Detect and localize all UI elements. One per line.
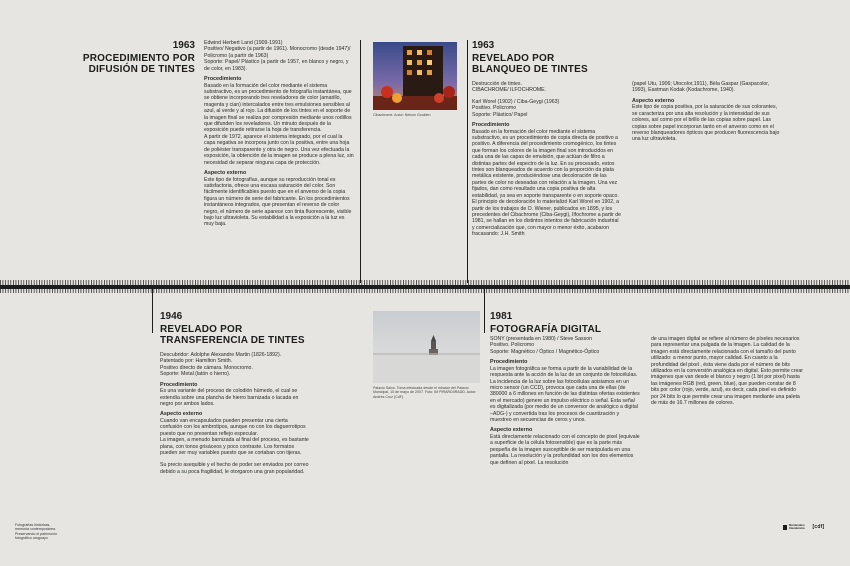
- entry-title: FOTOGRAFÍA DIGITAL: [490, 324, 602, 335]
- procedure-heading: Procedimiento: [472, 122, 510, 129]
- montevideo-logo-text: Montevideo Intendencia: [789, 523, 805, 531]
- footer-credits: Fotografías históricas, memoria contemporánea. Preservando el patrimonio fotográfico uruguayo: [15, 523, 57, 541]
- entry-year: 1981: [490, 311, 513, 322]
- procedure-heading: Procedimiento: [204, 76, 242, 83]
- connector-1963-bleach: [467, 40, 468, 283]
- appearance-text: Este tipo de fotografías, aunque su reproducción tonal es satisfactoria, ofrece una escasa saturación del color. Son fácilmente identificables puesto que en el anverso de la copia figura un número de serie del fabricante. En los procedimientos instantáneos integrados, que presentan el reverso de color negro, el número de serie aparece con tinta fluorescente, visible bajo luz ultravioleta. Su estabilidad a la exposición a la luz es muy baja.: [204, 176, 352, 228]
- montevideo-logo: [783, 524, 805, 530]
- procedure-heading: Procedimiento: [160, 381, 198, 388]
- appearance-heading: Aspecto externo: [632, 97, 675, 104]
- entry-1963-dye: [80, 40, 195, 75]
- palacio-salvo-image: [373, 311, 480, 383]
- entry-1946: [160, 311, 350, 346]
- cibachrome-photo: [373, 42, 457, 110]
- procedure-text: Basado en la formación del color mediante el sistema substractivo, es un procedimiento de fotografía instantánea, que se obtiene incorporando tres reveladores de color (amarillo, magenta y cian) intercalados entre tres emulsiones sensibles al azul, al verde y al rojo. La difusión de los tintes en el soporte de la imagen final se realiza por compresión mediante unos rodillos que difunden los reveladores. Un minuto después de la exposición puede retirarse la hoja de transferencia. A partir de 1972, aparece el sistema integrado, por el cual la capa negativa se incorpora junto con la positiva, entre una hoja de poliéster transparente y otra de negro. Una vez efectuada la exposición, la obtención de la imagen se produce a plena luz, sin necesidad de separar ninguna capa de protección.: [204, 82, 354, 166]
- entry-1946-body: [160, 352, 310, 475]
- entry-meta: Descubridor: Adolphe Alexandre Martin (1826-1892). Patentado por: Hamilton Smith. Positivo directo de cámara. Monocromo. Soporte: Metal (latón o hierro).: [160, 352, 282, 378]
- entry-title-line2: DIFUSIÓN DE TINTES: [88, 64, 195, 75]
- entry-title-line1: REVELADO POR: [160, 324, 243, 335]
- entry-title-line1: PROCEDIMIENTO POR: [82, 53, 195, 64]
- entry-title-line2: TRANSFERENCIA DE TINTES: [160, 335, 305, 346]
- entry-meta-a: Destrucción de tintes. CIBACHROME/ ILFOCHROME.: [472, 81, 547, 94]
- connector-1946: [152, 288, 153, 333]
- photo-caption: Cibachrome. Autor: Nelson Goulden: [373, 113, 431, 117]
- entry-meta: SONY (presentada en 1980) / Steve Sasson Positivo. Policromo Soporte: Magnético / Óptico / Magnético-Óptico: [490, 336, 600, 355]
- procedure-text: La imagen fotográfica se forma a partir de la variabilidad de la respuesta ante la acción de la luz de un conjunto de fotocélulas. La incidencia de la luz sobre las fotocélulas aoisiamos en un micro sensor (un CCD), provoca que cada una de ellas (de 380000 a 6 millones en función de las distintas ofertas existentes en el mercado) genere un impulso eléctrico o señal. Esta señal es digitalizada (por medio de un conversor de analógico a digital –ADG-) y convertida tras los procesos de cuantización y muestreo en secuencias de ceros y unos.: [490, 365, 640, 424]
- appearance-text-2: Su precio asequible y el hecho de poder ser enviados por correo debido a su poca fragilidad, le otorgaron una gran popularidad.: [160, 462, 309, 475]
- entry-year: 1963: [172, 40, 195, 51]
- appearance-heading: Aspecto externo: [490, 427, 533, 434]
- cibachrome-image: [373, 42, 457, 110]
- procedure-text: Es una variante del proceso de colodión húmedo, el cual se extendía sobre una plancha de hierro barnizada o lacada en negro por ambos lados.: [160, 388, 299, 408]
- cdf-logo: [cdf]: [812, 524, 825, 531]
- procedure-text: Basado en la formación del color mediante el sistema substractivo, es un procedimiento de copia directa de positivo a positivo. A diferencia del procedimiento cromogénico, los tintes que forman los colores de la imagen final son introducidos en cada una de las capas de emulsión, que actúan de filtro a distintas partes del espectro de la luz. En su procesado, estos tintes son blanqueados de acuerdo con la proporción da plata metálica existente, produciéndose una decoloración de las partes de color no deseadas con relación a la imagen. Una vez fijados, dan como resultado una copia positiva de alta estabilidad, ya sea en soporte transparente o en soporte opaco. El principio de decoloración lo materializó Karl Worel en 1902, a partir de los trabajos de O. Wiener, publicados en 1895, y los precedentes del Cibachrome (Ciba-Geygi), Ilfochrome a partir de 1981, se hallan en los distintos intentos de fabricación industrial y comercialización que, con mayor o menor éxito, acabaron fracasando: J.H. Smith: [472, 128, 622, 238]
- entry-1963-bleach: [472, 40, 622, 75]
- timeline: [0, 272, 850, 294]
- entry-meta-b: Karl Worel (1902) / Ciba-Geygi (1963) Positivo. Policromo Soporte: Plástico/ Papel: [472, 98, 560, 118]
- entry-1963-bleach-body-cont: [632, 81, 782, 143]
- appearance-heading: Aspecto externo: [160, 411, 203, 418]
- photo-caption: Palacio Salvo. Toma efectuada desde el mirador del Palacio Municipal, 15 de mayo de 2007. Foto: IM PIRARDI/RADD. Autor: Andrés Cruz (CdF).: [373, 386, 477, 399]
- entry-1981: [490, 311, 640, 335]
- entry-meta: Edwind Herbert Land (1909-1991) Positivo/ Negativo (a partir de 1961). Monocromo (desde 1947)/ Policromo (a partir de 1963) Soporte: Papel/ Plástico (a partir de 1957, en blanco y negro, y de color, en 1983).: [204, 40, 351, 72]
- footer-logos: [783, 524, 824, 530]
- entry-1963-bleach-body: [472, 81, 622, 238]
- entry-year: 1963: [472, 40, 495, 51]
- entry-1981-body: [490, 336, 640, 466]
- appearance-text: Cuando van encapsulados pueden presentar una cierta confusión con los ambrotipos, aunque no con los daguerrotipos puesto que no presentan reflejo especular. La imagen, a menudo barnizada al final del proceso, es bastante plana, con tonos grisáceos y poco contraste. Los formatos pueden ser muy variables puesto que se cortaban con tijeras.: [160, 418, 309, 457]
- appearance-text: Este tipo de copia positiva, por la saturación de sus colorantes, se caracteriza por una alta resolución y la intensidad de sus colores, así como por el brillo de las copias sobre papel. Las copias sobre papel incorporan tanto en el anverso como en el reverso blanqueadores ópticos que producen fluorescencia bajo una luz ultravioleta.: [632, 104, 780, 143]
- palacio-salvo-photo: [373, 311, 480, 383]
- entry-title-line1: REVELADO POR: [472, 53, 555, 64]
- appearance-text: Está directamente relacionado con el concepto de pixel (equivale a superficie de la célula fotosensible) que es la parte más pequeña de la imagen susceptible de ser manipulada en una pantalla. La resolución y la profundidad son los dos elementos que definen al pixel. La resolución: [490, 434, 640, 466]
- entry-1981-body-cont: [651, 336, 803, 406]
- entry-1963-dye-body: [204, 40, 354, 228]
- procedure-heading: Procedimiento: [490, 359, 528, 366]
- connector-1981: [484, 288, 485, 333]
- connector-1963-dye: [360, 40, 361, 283]
- entry-year: 1946: [160, 311, 183, 322]
- appearance-text-cont: de una imagen digital se refiere al número de píxeles necesarios para representar una pulgada de la imagen. La calidad de la imagen está directamente relacionada con el tamaño del punto utilizado: a menor punto, mayor calidad. En cuanto a la profundidad del pixel , ésta viene dada por el número de bits utilizados en la conversión analógica en digital. Esto permite crear imágenes que van desde el blanco y negro (1 bit por pixel) hasta las imágenes RGB (red, green, blue), que pueden constar de 8 bits por color (rojo, verde, azul), es decir, cada pixel es definido por 24 bits lo que permite crear una imagen mediante una paleta de más de 16.7 millones de colores.: [651, 336, 803, 407]
- appearance-heading: Aspecto externo: [204, 169, 247, 176]
- entry-title-line2: BLANQUEO DE TINTES: [472, 64, 588, 75]
- montevideo-logo-mark: [783, 525, 787, 530]
- procedure-text-cont: (papel Utu, 1906; Utocolor,1911), Béla Gaspar (Gaspacolor, 1993), Eastman Kodak (Kodachrome, 1940).: [632, 81, 770, 94]
